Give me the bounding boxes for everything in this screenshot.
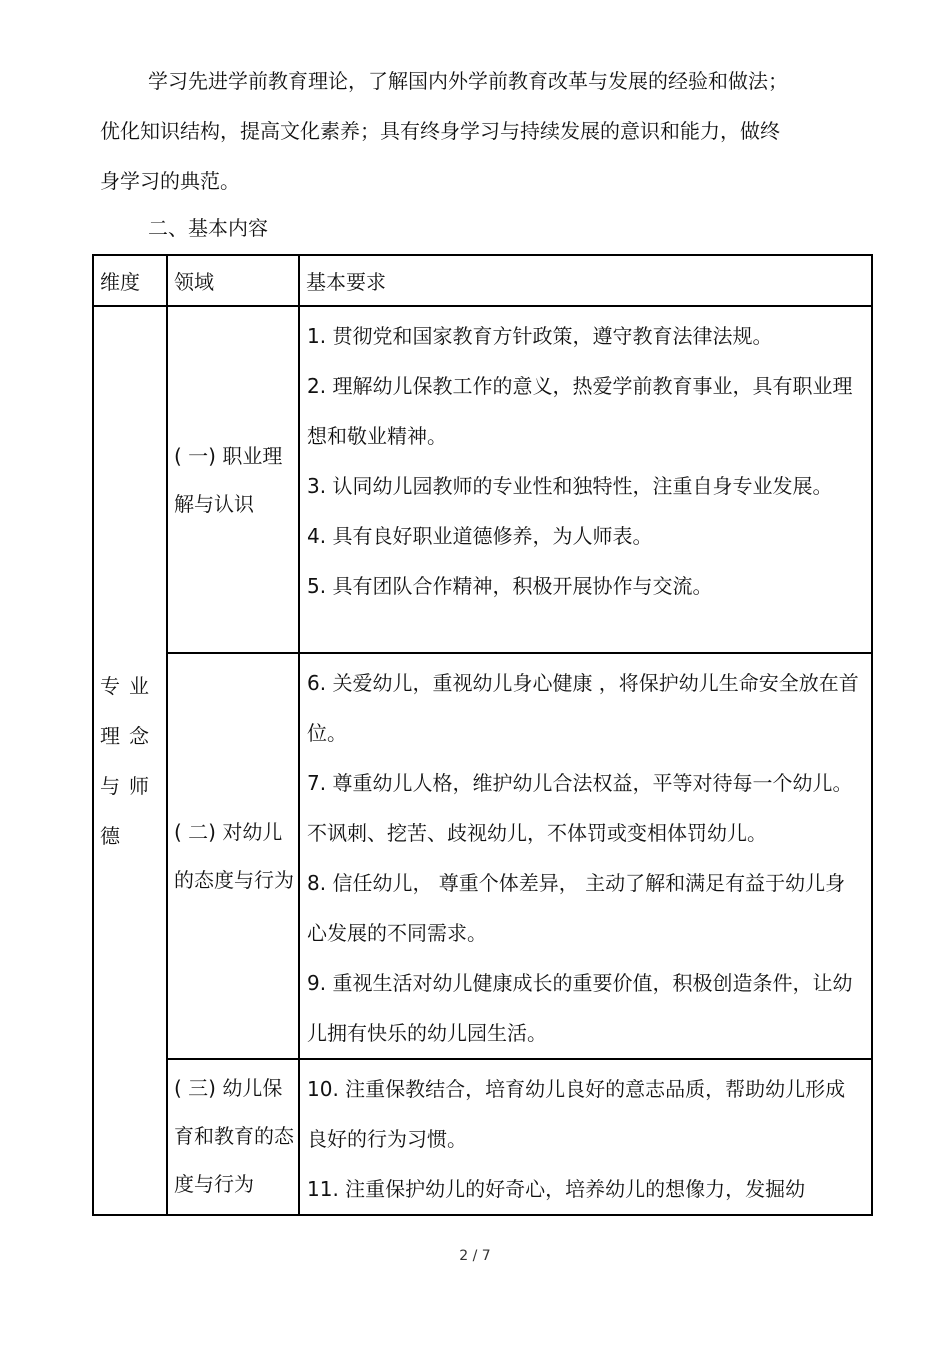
requirements-cell [299, 306, 872, 653]
requirement-item: 2. 理解幼儿保教工作的意义，热爱学前教育事业，具有职业理想和敬业精神。 [307, 374, 853, 448]
dimension-char: 专 [100, 673, 120, 698]
header-dimension: 维度 [93, 255, 167, 306]
requirement-item: 11. 注重保护幼儿的好奇心，培养幼儿的想像力，发掘幼 [307, 1177, 806, 1201]
requirement-item: 1. 贯彻党和国家教育方针政策，遵守教育法律法规。 [307, 324, 773, 348]
requirement-item: 8. 信任幼儿， 尊重个体差异， 主动了解和满足有益于幼儿身心发展的不同需求。 [307, 871, 846, 945]
dimension-label [100, 661, 158, 861]
domain-cell [167, 306, 299, 653]
table-row [93, 653, 872, 1059]
domain-cell [167, 1059, 299, 1215]
intro-line: 优化知识结构，提高文化素养；具有终身学习与持续发展的意识和能力，做终 [100, 119, 780, 143]
dimension-char: 德 [100, 823, 120, 848]
domain-label: ( 二) 对幼儿的态度与行为 [174, 820, 294, 892]
dimension-char: 师 [129, 773, 149, 798]
domain-label: ( 一) 职业理解与认识 [174, 443, 283, 516]
requirement-item: 5. 具有团队合作精神，积极开展协作与交流。 [307, 574, 713, 598]
domain-cell [167, 653, 299, 1059]
requirement-item: 7. 尊重幼儿人格，维护幼儿合法权益，平等对待每一个幼儿。不讽刺、挖苦、歧视幼儿，不体罚或变相体罚幼儿。 [307, 771, 853, 845]
intro-line: 身学习的典范。 [100, 169, 240, 193]
header-requirements: 基本要求 [299, 255, 872, 306]
intro-line: 学习先进学前教育理论，了解国内外学前教育改革与发展的经验和做法； [148, 69, 788, 93]
requirements-cell [299, 1059, 872, 1215]
section-heading: 二、基本内容 [148, 216, 268, 240]
table-header-row [93, 255, 872, 306]
table-row [93, 1059, 872, 1215]
dimension-char: 理 [100, 723, 120, 748]
requirements-cell [299, 653, 872, 1059]
dimension-char: 与 [100, 773, 120, 798]
dimension-cell [93, 306, 167, 1215]
requirement-item: 3. 认同幼儿园教师的专业性和独特性，注重自身专业发展。 [307, 474, 833, 498]
table-row [93, 306, 872, 653]
intro-paragraph [100, 56, 860, 206]
page-number: 2 / 7 [459, 1248, 491, 1264]
requirement-item: 6. 关爱幼儿，重视幼儿身心健康 ，将保护幼儿生命安全放在首位。 [307, 671, 859, 745]
header-domain: 领域 [167, 255, 299, 306]
requirement-item: 10. 注重保教结合，培育幼儿良好的意志品质，帮助幼儿形成良好的行为习惯。 [307, 1077, 846, 1151]
requirement-item: 4. 具有良好职业道德修养，为人师表。 [307, 524, 653, 548]
dimension-char: 念 [129, 723, 149, 748]
domain-label: ( 三) 幼儿保育和教育的态度与行为 [174, 1076, 294, 1196]
dimension-char: 业 [129, 673, 149, 698]
requirement-item: 9. 重视生活对幼儿健康成长的重要价值，积极创造条件，让幼儿拥有快乐的幼儿园生活。 [307, 971, 853, 1045]
standards-table [92, 254, 873, 1216]
